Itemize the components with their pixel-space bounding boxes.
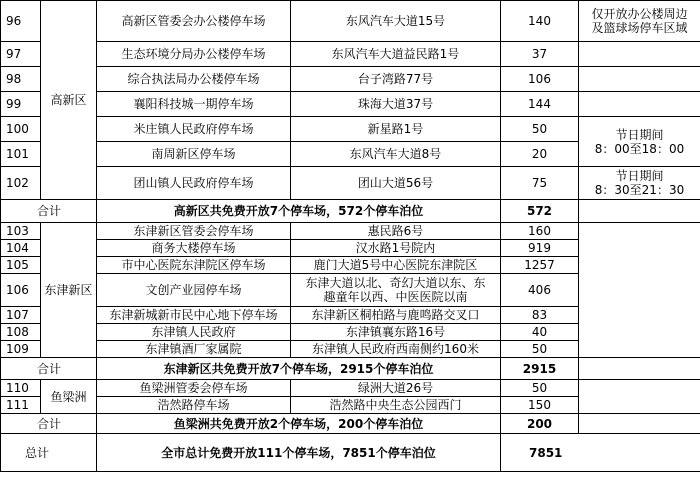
row-number: 109 xyxy=(1,341,41,358)
note-cell xyxy=(579,117,700,167)
note-cell xyxy=(579,42,700,67)
grand-total-text: 全市总计免费开放111个停车场，7851个停车泊位 xyxy=(97,434,501,472)
parking-count: 919 xyxy=(501,240,579,257)
parking-count: 160 xyxy=(501,223,579,240)
row-number: 110 xyxy=(1,380,41,397)
row-number: 104 xyxy=(1,240,41,257)
parking-name: 襄阳科技城一期停车场 xyxy=(97,92,291,117)
parking-name: 米庄镇人民政府停车场 xyxy=(97,117,291,142)
parking-count: 1257 xyxy=(501,257,579,274)
parking-name: 商务大楼停车场 xyxy=(97,240,291,257)
subtotal-text: 鱼梁洲共免费开放2个停车场，200个停车泊位 xyxy=(97,414,501,434)
district-cell: 鱼梁洲 xyxy=(41,380,97,414)
parking-address: 台子湾路77号 xyxy=(291,67,501,92)
parking-address: 绿洲大道26号 xyxy=(291,380,501,397)
subtotal-label: 合计 xyxy=(1,414,97,434)
note-cell xyxy=(579,358,700,380)
row-number: 103 xyxy=(1,223,41,240)
note-line: 8：30至21：30 xyxy=(594,183,685,197)
row-number: 106 xyxy=(1,274,41,307)
row-number: 98 xyxy=(1,67,41,92)
note-cell xyxy=(579,200,700,223)
parking-count: 75 xyxy=(501,167,579,200)
parking-name: 高新区管委会办公楼停车场 xyxy=(97,1,291,42)
parking-address: 团山大道56号 xyxy=(291,167,501,200)
parking-count: 50 xyxy=(501,341,579,358)
note-cell xyxy=(579,414,700,434)
parking-count: 406 xyxy=(501,274,579,307)
parking-name: 市中心医院东津院区停车场 xyxy=(97,257,291,274)
row-number: 101 xyxy=(1,142,41,167)
parking-count: 50 xyxy=(501,380,579,397)
parking-name: 东津新区管委会停车场 xyxy=(97,223,291,240)
parking-address: 东津镇人民政府西南侧约160米 xyxy=(291,341,501,358)
parking-count: 20 xyxy=(501,142,579,167)
parking-address: 东风汽车大道15号 xyxy=(291,1,501,42)
table-row xyxy=(1,1,700,42)
note-cell xyxy=(579,67,700,92)
grand-total-value: 7851 xyxy=(501,434,700,472)
parking-count: 140 xyxy=(501,1,579,42)
subtotal-row xyxy=(1,414,700,434)
address-line: 东津大道以北、奇幻大道以东、东 xyxy=(305,276,486,290)
note-line: 仅开放办公楼周边 xyxy=(591,7,688,21)
parking-address: 东津新区桐柏路与鹿鸣路交叉口 xyxy=(291,307,501,324)
table-row xyxy=(1,223,700,240)
subtotal-value: 200 xyxy=(501,414,579,434)
row-number: 102 xyxy=(1,167,41,200)
note-line: 及篮球场停车区域 xyxy=(591,21,688,35)
note-cell xyxy=(579,380,700,414)
subtotal-text: 东津新区共免费开放7个停车场，2915个停车泊位 xyxy=(97,358,501,380)
district-cell: 东津新区 xyxy=(41,223,97,358)
table-row xyxy=(1,117,700,142)
parking-name: 东津镇人民政府 xyxy=(97,324,291,341)
parking-address: 鹿门大道5号中心医院东津院区 xyxy=(291,257,501,274)
subtotal-row xyxy=(1,358,700,380)
parking-count: 40 xyxy=(501,324,579,341)
parking-count: 37 xyxy=(501,42,579,67)
parking-name: 南周新区停车场 xyxy=(97,142,291,167)
parking-name: 团山镇人民政府停车场 xyxy=(97,167,291,200)
parking-address: 珠海大道37号 xyxy=(291,92,501,117)
parking-name: 生态环境分局办公楼停车场 xyxy=(97,42,291,67)
parking-count: 106 xyxy=(501,67,579,92)
note-cell xyxy=(579,92,700,117)
row-number: 105 xyxy=(1,257,41,274)
parking-name: 综合执法局办公楼停车场 xyxy=(97,67,291,92)
subtotal-value: 572 xyxy=(501,200,579,223)
parking-address: 东风汽车大道8号 xyxy=(291,142,501,167)
note-line: 节日期间 xyxy=(615,169,664,183)
grand-total-row xyxy=(1,434,700,472)
row-number: 107 xyxy=(1,307,41,324)
parking-address: 浩然路中央生态公园西门 xyxy=(291,397,501,414)
parking-name: 浩然路停车场 xyxy=(97,397,291,414)
parking-address: 东津镇襄东路16号 xyxy=(291,324,501,341)
parking-address xyxy=(291,274,501,307)
address-line: 趣童年以西、中医医院以南 xyxy=(323,290,468,304)
table-row xyxy=(1,167,700,200)
table-row xyxy=(1,92,700,117)
table-row xyxy=(1,380,700,397)
subtotal-label: 合计 xyxy=(1,200,97,223)
row-number: 111 xyxy=(1,397,41,414)
table-row xyxy=(1,67,700,92)
subtotal-row xyxy=(1,200,700,223)
note-line: 8：00至18：00 xyxy=(594,141,685,156)
row-number: 108 xyxy=(1,324,41,341)
parking-count: 83 xyxy=(501,307,579,324)
grand-total-label: 总计 xyxy=(1,434,97,472)
note-cell xyxy=(579,1,700,42)
parking-name: 东津镇酒厂家属院 xyxy=(97,341,291,358)
parking-count: 150 xyxy=(501,397,579,414)
parking-address: 汉水路1号院内 xyxy=(291,240,501,257)
row-number: 100 xyxy=(1,117,41,142)
parking-name: 文创产业园停车场 xyxy=(97,274,291,307)
row-number: 97 xyxy=(1,42,41,67)
parking-address: 东风汽车大道益民路1号 xyxy=(291,42,501,67)
note-cell xyxy=(579,167,700,200)
parking-count: 144 xyxy=(501,92,579,117)
table-row xyxy=(1,42,700,67)
row-number: 99 xyxy=(1,92,41,117)
note-cell xyxy=(579,223,700,358)
parking-name: 鱼梁洲管委会停车场 xyxy=(97,380,291,397)
note-line: 节日期间 xyxy=(615,127,664,142)
row-number: 96 xyxy=(1,1,41,42)
subtotal-label: 合计 xyxy=(1,358,97,380)
subtotal-text: 高新区共免费开放7个停车场，572个停车泊位 xyxy=(97,200,501,223)
district-cell: 高新区 xyxy=(41,1,97,200)
parking-name: 东津新城新市民中心地下停车场 xyxy=(97,307,291,324)
parking-address: 惠民路6号 xyxy=(291,223,501,240)
parking-address: 新星路1号 xyxy=(291,117,501,142)
parking-count: 50 xyxy=(501,117,579,142)
subtotal-value: 2915 xyxy=(501,358,579,380)
